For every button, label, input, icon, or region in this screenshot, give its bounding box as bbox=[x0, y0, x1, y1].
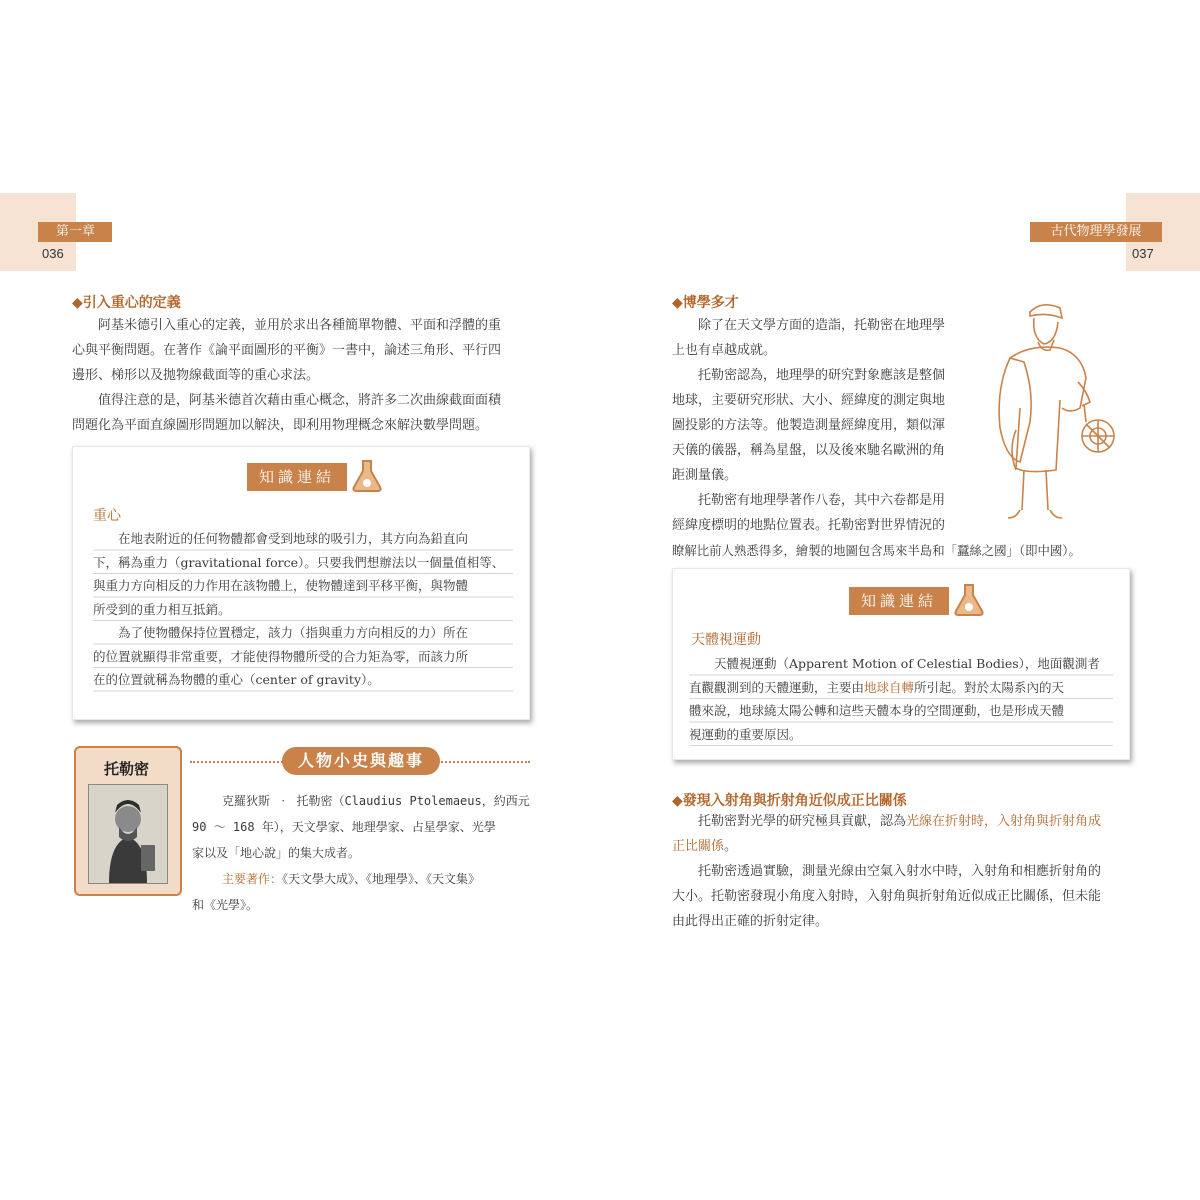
knowledge-line: 體來說，地球繞太陽公轉和這些天體本身的空間運動，也是形成天體 bbox=[689, 703, 1065, 718]
knowledge-line: 在的位置就稱為物體的重心（center of gravity）。 bbox=[93, 672, 380, 687]
knowledge-line: 在地表附近的任何物體都會受到地球的吸引力，其方向為鉛直向 bbox=[118, 531, 469, 546]
left-page-number: 036 bbox=[42, 246, 64, 261]
knowledge-box-celestial bbox=[672, 568, 1130, 760]
knowledge-text-span: 所引起。對於太陽系內的天 bbox=[914, 679, 1065, 695]
knowledge-badge: 知識連結 bbox=[247, 463, 347, 491]
para-line: 邊形、梯形以及拋物線截面等的重心求法。 bbox=[72, 368, 320, 383]
bio-line: 家以及「地心說」的集大成者。 bbox=[192, 846, 361, 860]
knowledge-line: 為了使物體保持位置穩定，該力（指與重力方向相反的力）所在 bbox=[118, 625, 469, 640]
para-line: 除了在天文學方面的造詣，托勒密在地理學 bbox=[698, 318, 946, 333]
para-line: 問題化為平面直線圖形問題加以解決，即利用物理概念來解決數學問題。 bbox=[72, 418, 489, 433]
para-line: 大小。托勒密發現小角度入射時，入射角與折射角近似成正比關係，但未能 bbox=[672, 889, 1102, 904]
para-span: 托勒密對光學的研究極具貢獻，認為 bbox=[698, 814, 907, 829]
para-line: 托勒密有地理學著作八卷，其中六卷都是用 bbox=[698, 493, 946, 508]
para-line: 經緯度標明的地點位置表。托勒密對世界情況的 bbox=[672, 518, 946, 533]
knowledge-text-span: 直觀觀測到的天體運動，主要由 bbox=[689, 679, 865, 695]
story-badge: 人物小史與趣事 bbox=[282, 747, 440, 775]
right-section-body bbox=[672, 313, 1081, 563]
para-line: 地球，主要研究形狀、大小、經緯度的測定與地 bbox=[672, 393, 946, 408]
chapter-label-bar bbox=[38, 222, 112, 242]
works-label: 主要著作： bbox=[222, 872, 283, 886]
knowledge-line: 天體視運動（Apparent Motion of Celestial Bodies），地面觀測者 bbox=[714, 656, 1100, 671]
left-section-title: ◆引入重心的定義 bbox=[72, 295, 181, 311]
para-line: 距測量儀。 bbox=[672, 468, 738, 483]
knowledge-text bbox=[93, 527, 513, 692]
highlight-earth-rotation: 地球自轉 bbox=[864, 679, 915, 695]
para-line bbox=[672, 834, 1132, 859]
highlight-refraction: 光線在折射時，入射角與折射角成 bbox=[906, 814, 1102, 829]
para-line: 值得注意的是，阿基米德首次藉由重心概念，將許多二次曲線截面面積 bbox=[98, 393, 502, 408]
chapter-label: 第一章 bbox=[56, 224, 96, 239]
title-bar bbox=[1030, 222, 1162, 242]
knowledge-subtitle: 重心 bbox=[93, 508, 121, 524]
knowledge-line: 與重力方向相反的力作用在該物體上，使物體達到平移平衡，與物體 bbox=[93, 578, 469, 593]
para-line: 阿基米德引入重心的定義，並用於求出各種簡單物體、平面和浮體的重 bbox=[98, 318, 502, 333]
person-bio bbox=[192, 788, 532, 918]
bio-line: 克羅狄斯 ‧ 托勒密（Claudius Ptolemaeus，約西元 bbox=[222, 794, 530, 808]
knowledge-text bbox=[689, 652, 1113, 746]
right-section-title: ◆博學多才 bbox=[672, 295, 739, 311]
para-line: 瞭解比前人熟悉得多，繪製的地圖包含馬來半島和「蠶絲之國」（即中國）。 bbox=[672, 543, 1081, 558]
para-line: 由此得出正確的折射定律。 bbox=[672, 914, 829, 929]
para-line: 心與平衡問題。在著作《論平面圖形的平衡》一書中，論述三角形、平行四 bbox=[72, 343, 502, 358]
right-page-number: 037 bbox=[1132, 246, 1154, 261]
works-text: 《天文學大成》、《地理學》、《天文集》 bbox=[282, 872, 481, 886]
bio-line bbox=[192, 866, 532, 892]
left-section-body bbox=[72, 313, 534, 438]
knowledge-box-gravity bbox=[72, 446, 530, 720]
chapter-title: 古代物理學發展 bbox=[1050, 224, 1142, 239]
right-section2-body bbox=[672, 809, 1132, 934]
person-card bbox=[74, 746, 182, 896]
knowledge-line bbox=[689, 676, 1113, 700]
knowledge-line: 的位置就顯得非常重要，才能使得物體所受的合力矩為零，而該力所 bbox=[93, 648, 469, 664]
right-section2-title: ◆發現入射角與折射角近似成正比關係 bbox=[672, 793, 907, 809]
para-span: 。 bbox=[724, 839, 738, 854]
flask-icon bbox=[351, 457, 383, 493]
ptolemy-portrait bbox=[88, 784, 168, 884]
para-line: 圖投影的方法等。他製造測量經緯度用，類似渾 bbox=[672, 418, 946, 433]
para-line: 天儀的儀器，稱為星盤，以及後來馳名歐洲的角 bbox=[672, 443, 946, 458]
knowledge-line: 所受到的重力相互抵銷。 bbox=[93, 601, 231, 617]
bio-line: 和《光學》。 bbox=[192, 898, 259, 912]
bio-line: 90 ～ 168 年），天文學家、地理學家、占星學家、光學 bbox=[192, 820, 496, 834]
knowledge-subtitle: 天體視運動 bbox=[691, 632, 761, 648]
highlight-proportion: 正比關係 bbox=[672, 839, 725, 854]
knowledge-badge: 知識連結 bbox=[849, 587, 949, 615]
person-name: 托勒密 bbox=[104, 760, 150, 778]
para-line: 托勒密認為，地理學的研究對象應該是整個 bbox=[698, 368, 946, 383]
astronomer-illustration bbox=[980, 298, 1130, 530]
knowledge-line: 下，稱為重力（gravitational force）。只要我們想辦法以一個量值相等、 bbox=[93, 554, 505, 570]
para-line: 托勒密透過實驗，測量光線由空氣入射水中時，入射角和相應折射角的 bbox=[698, 864, 1102, 879]
flask-icon bbox=[953, 581, 985, 617]
knowledge-line: 視運動的重要原因。 bbox=[689, 726, 802, 742]
para-line: 上也有卓越成就。 bbox=[672, 343, 777, 358]
para-line bbox=[672, 809, 1132, 834]
